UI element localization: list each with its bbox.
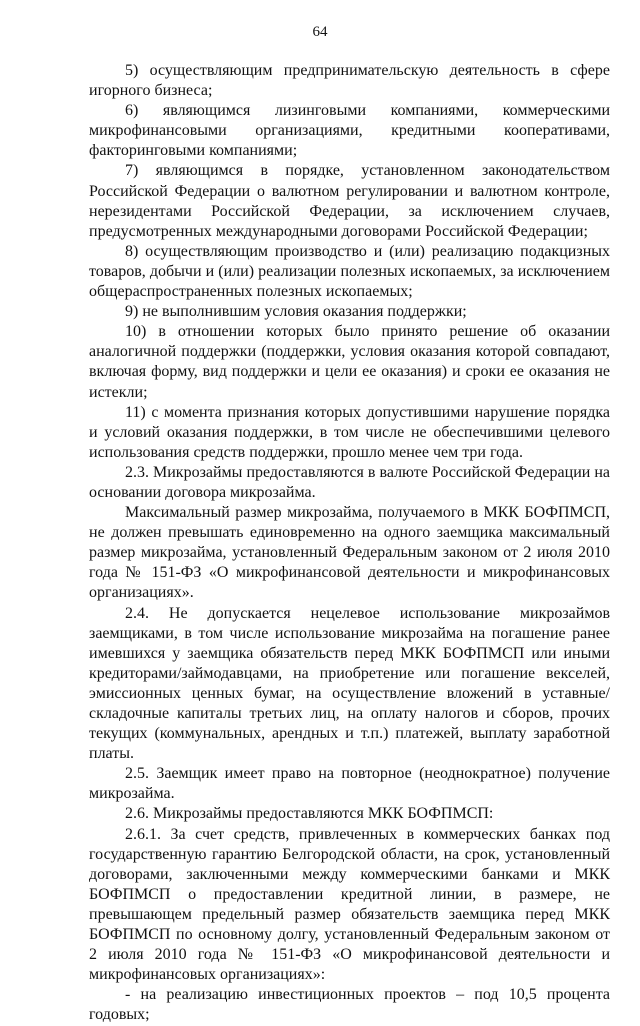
section-2-6: 2.6. Микрозаймы предоставляются МКК БОФПМСП: xyxy=(125,805,494,823)
list-item-9: 9) не выполнившим условия оказания поддержки; xyxy=(125,303,467,321)
section-2-4: 2.4. Не допускается нецелевое использование микрозаймов заемщиками, в том числе использование микрозайма на погашение ранее имевшихся у заемщика обязательств перед МКК БОФПМСП или иными кредиторами/займодавцами, на приобретение или погашение векселей, эмиссионных ценных бумаг, на осуществление вложений в уставные/складочные капиталы третьих лиц, на оплату налогов и сборов, прочих текущих (коммунальных, арендных и т.п.) платежей, выплату заработной платы. xyxy=(89,604,610,763)
list-item-6: 6) являющимся лизинговыми компаниями, коммерческими микрофинансовыми организациями, кредитными кооперативами, факторинговыми компаниями; xyxy=(89,102,610,160)
page-number: 64 xyxy=(312,24,328,40)
list-item-7: 7) являющимся в порядке, установленном законодательством Российской Федерации о валютном регулировании и валютном контроле, нерезидентами Российской Федерации, за исключением случаев, предусмотренных международными договорами Российской Федерации; xyxy=(89,162,610,240)
list-item-5: 5) осуществляющим предпринимательскую деятельность в сфере игорного бизнеса; xyxy=(89,62,610,100)
section-2-3: 2.3. Микрозаймы предоставляются в валюте Российской Федерации на основании договора микрозайма. xyxy=(89,463,610,501)
section-2-5: 2.5. Заемщик имеет право на повторное (неоднократное) получение микрозайма. xyxy=(89,765,610,803)
section-2-6-1: 2.6.1. За счет средств, привлеченных в коммерческих банках под государственную гарантию Белгородской области, на срок, установленный договорами, заключенными между коммерческими банками и МКК БОФПМСП о предоставлении кредитной линии, в размере, не превышающем предельный размер обязательств заемщика перед МКК БОФПМСП по основному долгу, установленный Федеральным законом от 2 июля 2010 года № 151-ФЗ «О микрофинансовой деятельности и микрофинансовых организациях»: xyxy=(89,825,610,984)
max-loan-paragraph: Максимальный размер микрозайма, получаемого в МКК БОФПМСП, не должен превышать единовременно на одного заемщика максимальный размер микрозайма, установленный Федеральным законом от 2 июля 2010 года № 151-ФЗ «О микрофинансовой деятельности и микрофинансовых организациях». xyxy=(89,504,610,602)
list-item-11: 11) с момента признания которых допустившими нарушение порядка и условий оказания поддержки, в том числе не обеспечившими целевого использования средств поддержки, прошло менее чем три года. xyxy=(89,403,610,461)
list-item-10: 10) в отношении которых было принято решение об оказании аналогичной поддержки (поддержки, условия оказания которой совпадают, включая форму, вид поддержки и цели ее оказания) и сроки ее оказания не истекли; xyxy=(89,323,610,401)
list-item-8: 8) осуществляющим производство и (или) реализацию подакцизных товаров, добычи и (или) реализации полезных ископаемых, за исключением общераспространенных полезных ископаемых; xyxy=(89,242,610,301)
rate-bullet-investment: - на реализацию инвестиционных проектов – под 10,5 процента годовых; xyxy=(89,986,610,1024)
document-body xyxy=(89,61,610,1026)
